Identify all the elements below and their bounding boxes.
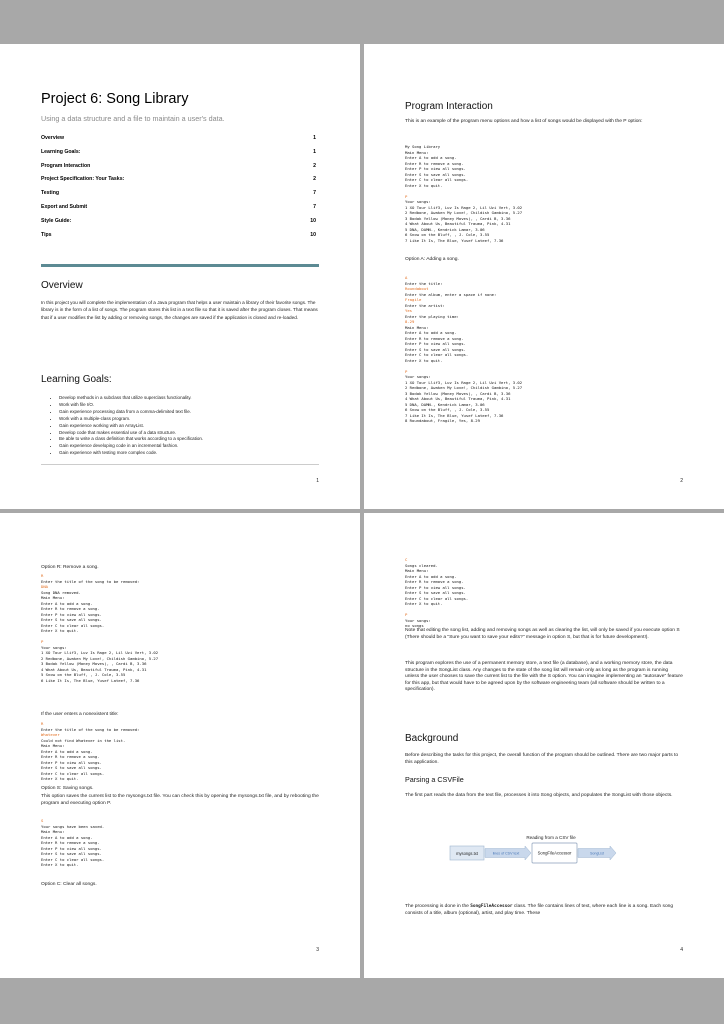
code-line: 5 Snow on the Bluff, , J. Cole, 3.55 <box>41 672 126 677</box>
toc-page-number: 7 <box>313 190 316 197</box>
code-user-input: P <box>405 368 408 374</box>
toc-label: Testing <box>41 190 60 197</box>
code-line: 2 Redbone, Awaken My Love!, Childish Gambino, 5.27 <box>405 210 523 215</box>
page-number: 1 <box>316 478 319 484</box>
code-line: Enter X to quit. <box>41 628 79 633</box>
toc-page-number: 10 <box>310 231 316 238</box>
code-user-input: P <box>405 193 408 199</box>
code-line: Enter R to remove a song. <box>41 754 100 759</box>
file-node-label: mysongs.txt <box>456 851 478 856</box>
code-line: 6 Snow on the Bluff, , J. Cole, 3.55 <box>405 232 490 237</box>
toc-row[interactable] <box>41 176 319 190</box>
toc-label: Program Interaction <box>41 162 91 169</box>
note-paragraph: Note that editing the song list, adding and removing songs as well as clearing the list, will only be saved if you execute option S (There should be a "Sure you want to save your edits?" message in option S, but that is for future development!). <box>405 628 680 640</box>
code-user-input: P <box>405 612 408 617</box>
learning-goal-item: • Work with a multiple-class program. <box>59 416 319 423</box>
code-line: Enter S to save all songs. <box>405 171 466 177</box>
learning-goal-item: • Gain experience working with an ArrayList. <box>59 423 319 430</box>
code-line: Enter X to quit. <box>41 862 79 867</box>
code-line: Enter the title: <box>405 280 443 286</box>
toc-row[interactable] <box>41 190 319 204</box>
code-user-input: R <box>41 573 44 578</box>
code-line: Enter R to remove a song. <box>405 335 464 341</box>
code-line: 7 Like It Is, The Blue, Yusef Lateef, 7.36 <box>405 237 504 243</box>
code-line: Your songs have been saved. <box>41 823 105 829</box>
code-user-input: Whatever <box>41 732 60 737</box>
code-line: Enter P to view all songs. <box>405 166 466 171</box>
code-line: Your songs: <box>405 374 431 379</box>
toc-page-number: 7 <box>313 203 316 210</box>
code-user-input: Yes <box>405 308 413 313</box>
overview-paragraph: In this project you will complete the implementation of a Java program that helps a user maintain a library of their favorite songs. The library is in the form of a list of songs. The program stores this list in a text file so that it is saved after the program closes. That means that if a user modifies the list by adding or removing songs, the changes are saved if the application is closed and re-loaded. <box>41 300 318 320</box>
toc-page-number: 2 <box>313 176 316 183</box>
learning-goals-list <box>41 395 319 457</box>
toc-row[interactable] <box>41 218 319 232</box>
code-line: Enter X to quit. <box>405 601 443 606</box>
toc-label: Style Guide: <box>41 217 72 224</box>
code-user-input: R <box>41 721 44 726</box>
csv-flow-diagram <box>405 833 683 869</box>
code-line: 1 XO Tour Llif3, Luv Is Rage 2, Lil Uzi Vert, 3.02 <box>41 650 159 655</box>
toc-page-number: 10 <box>310 217 316 224</box>
page-number: 4 <box>680 947 683 953</box>
code-line: Enter C to clear all songs. <box>41 856 105 862</box>
table-of-contents <box>41 135 319 245</box>
processing-suffix: class. The file contains lines of text, where each line is a song. Each song consists of a title, album (optional), artist, and play time. These <box>405 904 674 916</box>
section-divider <box>41 264 319 267</box>
code-line: 3 Bodak Yellow (Money Moves), , Cardi B, 3.36 <box>41 661 147 666</box>
code-line: My Song Library <box>405 144 441 149</box>
toc-label: Project Specification: Your Tasks: <box>41 176 125 183</box>
program-interaction-intro: This is an example of the program menu options and how a list of songs would be displayed with the P option: <box>405 119 643 124</box>
background-paragraph: Before describing the tasks for this project, the overall function of the program should be outlined. There are two major parts to this application. <box>405 753 679 765</box>
document-page-3 <box>0 513 360 978</box>
option-s-description: This option saves the current list to the mysongs.txt file. You can check this by opening the mysongs.txt file, and by rebooting the program and executing option P. <box>41 794 319 806</box>
code-line: Enter R to remove a song. <box>41 840 100 845</box>
code-line: 4 What About Us, Beautiful Trauma, Pink, 4.31 <box>41 666 147 672</box>
code-line: Enter S to save all songs. <box>41 851 102 856</box>
code-user-input: P <box>41 639 44 644</box>
code-line: Enter C to clear all songs. <box>41 770 105 776</box>
learning-goal-item: • Be able to write a class definition that works according to a specification. <box>59 436 319 443</box>
toc-page-number: 2 <box>313 162 316 169</box>
code-line: 5 DNA, DAMN., Kendrick Lamar, 3.06 <box>405 401 485 407</box>
code-line: Enter P to view all songs. <box>405 341 466 346</box>
code-user-input: S <box>41 818 44 823</box>
code-line: Enter C to clear all songs. <box>41 622 105 628</box>
parsing-heading: Parsing a CSVFile <box>405 775 464 784</box>
code-line: Main Menu: <box>41 829 65 834</box>
diagram-title: Reading from a CSV file <box>526 835 576 840</box>
code-line: Enter S to save all songs. <box>41 617 102 622</box>
processing-paragraph <box>405 904 683 917</box>
toc-label: Export and Submit <box>41 203 88 210</box>
overview-heading: Overview <box>41 280 83 291</box>
code-line: Main Menu: <box>405 568 429 573</box>
learning-goal-item: • Work with file I/O. <box>59 402 319 409</box>
code-line: Could not find Whatever in the list. <box>41 737 126 743</box>
learning-goal-item: • Gain experience developing code in an incremental fashion. <box>59 443 319 450</box>
document-page-2 <box>364 44 724 509</box>
code-line: Enter C to clear all songs. <box>405 177 469 182</box>
page-number: 3 <box>316 947 319 953</box>
code-line: 6 Like It Is, The Blue, Yusef Lateef, 7.36 <box>41 677 140 683</box>
processing-class-name: SongFileAccessor <box>470 904 513 909</box>
code-line: Enter X to quit. <box>405 182 443 188</box>
document-subtitle: Using a data structure and a file to maintain a user's data. <box>41 114 225 123</box>
toc-row[interactable] <box>41 135 319 149</box>
toc-row[interactable] <box>41 149 319 163</box>
code-line: Songs cleared. <box>405 562 438 568</box>
code-line: Main Menu: <box>41 743 65 748</box>
code-user-input: 8.29 <box>405 319 415 324</box>
code-line: Enter P to view all songs. <box>405 584 466 590</box>
option-a-label: Option A: Adding a song. <box>405 257 459 262</box>
learning-goals-heading: Learning Goals: <box>41 374 112 385</box>
code-line: Enter C to clear all songs. <box>405 352 469 357</box>
toc-row[interactable] <box>41 232 319 246</box>
code-line: Main Menu: <box>405 324 429 330</box>
code-line: Enter R to remove a song. <box>405 579 464 584</box>
background-heading: Background <box>405 733 459 744</box>
processing-prefix: The processing is done in the <box>405 904 471 909</box>
code-user-input: Roundabout <box>405 286 429 291</box>
code-line: Enter the playing time: <box>405 313 459 319</box>
arrow-songlist-label: SongList <box>590 851 604 856</box>
nonexistent-title-label: If the user enters a nonexistent title: <box>41 712 119 717</box>
code-line: Enter the artist: <box>405 302 445 308</box>
code-line: Enter A to add a song. <box>41 748 93 754</box>
code-user-input: Fragile <box>405 297 422 302</box>
code-line: Song DNA removed. <box>41 589 81 595</box>
code-line: Enter S to save all songs. <box>405 346 466 352</box>
code-line: 3 Bodak Yellow (Money Moves), , Cardi B, 3.36 <box>405 390 511 396</box>
code-line: Enter the title of the song to be removed: <box>41 578 140 584</box>
program-interaction-heading: Program Interaction <box>405 101 493 112</box>
code-line: Your songs: <box>405 617 431 623</box>
document-page-1 <box>0 44 360 509</box>
learning-goal-item: • Gain experience with testing more complex code. <box>59 450 319 457</box>
code-line: 5 DNA, DAMN., Kendrick Lamar, 3.06 <box>405 226 485 232</box>
code-line: Enter the album, enter a space if none: <box>405 291 497 297</box>
code-line: Enter C to clear all songs. <box>405 595 469 601</box>
code-line: Main Menu: <box>405 149 429 155</box>
toc-label: Overview <box>41 135 65 141</box>
page-rule <box>41 464 319 465</box>
code-line: Enter S to save all songs. <box>41 765 102 770</box>
code-line: Enter X to quit. <box>405 357 443 363</box>
code-sample-remove-missing <box>41 721 319 782</box>
learning-goal-item: • Gain experience processing data from a comma-delimited text file. <box>59 409 319 416</box>
code-line: Your songs: <box>405 199 431 204</box>
option-c-label: Option C: Clear all songs. <box>41 882 97 887</box>
document-title: Project 6: Song Library <box>41 91 189 107</box>
code-line: 4 What About Us, Beautiful Trauma, Pink, 4.31 <box>405 396 511 401</box>
toc-row[interactable] <box>41 204 319 218</box>
code-line: Enter A to add a song. <box>41 834 93 840</box>
code-user-input: C <box>405 557 408 562</box>
code-line: Enter the title of the song to be removed: <box>41 726 140 732</box>
code-line: 1 XO Tour Llif3, Luv Is Rage 2, Lil Uzi Vert, 3.02 <box>405 379 523 385</box>
arrow-lines-csv-label: lines of CSV text <box>492 851 520 856</box>
code-line: 3 Bodak Yellow (Money Moves), , Cardi B, 3.36 <box>405 215 511 221</box>
code-line: Enter R to remove a song. <box>405 160 464 166</box>
code-user-input: A <box>405 275 408 280</box>
learning-goal-item: • Develop code that makes essential use of a data structure. <box>59 430 319 437</box>
option-r-label: Option R: Remove a song. <box>41 565 99 570</box>
code-line: 4 What About Us, Beautiful Trauma, Pink, 4.31 <box>405 221 511 226</box>
code-line: Enter X to quit. <box>41 776 79 781</box>
code-line: no songs <box>405 623 424 628</box>
code-sample-add-song <box>405 275 683 424</box>
code-line: Enter A to add a song. <box>41 600 93 606</box>
explore-paragraph: This program explores the use of a permanent memory store, a text file (a database), and a working memory store, the data structure in the SongList class. Any changes to the state of the song list will remain only as long as the program is running unless the user chooses to save the current list to the file with the S option. You can imagine implementing an "autosave" feature for this app, but that would have to be agreed upon by the software engineering team (all software should be written to a specification). <box>405 661 683 692</box>
code-sample-clear <box>405 557 683 629</box>
page-number: 2 <box>680 478 683 484</box>
code-line: Your songs: <box>41 644 67 650</box>
code-line: Enter P to view all songs. <box>41 845 102 851</box>
code-line: Main Menu: <box>41 595 65 600</box>
learning-goal-item: • Develop methods in a subclass that utilize superclass functionality. <box>59 395 319 402</box>
code-sample-menu <box>405 144 683 243</box>
toc-row[interactable] <box>41 163 319 177</box>
toc-page-number: 1 <box>313 135 316 141</box>
code-line: Enter S to save all songs. <box>405 590 466 595</box>
code-line: Enter A to add a song. <box>405 155 457 160</box>
code-user-input: DNA <box>41 584 49 589</box>
code-line: 7 Like It Is, The Blue, Yusef Lateef, 7.36 <box>405 412 504 418</box>
parsing-paragraph: The first part reads the data from the text file, processes it into Song objects, and populates the SongList with those objects. <box>405 793 673 798</box>
document-page-4 <box>364 513 724 978</box>
code-line: Enter A to add a song. <box>405 330 457 335</box>
code-sample-save <box>41 818 319 868</box>
option-s-label: Option S: Saving songs. <box>41 786 94 791</box>
code-line: 1 XO Tour Llif3, Luv Is Rage 2, Lil Uzi Vert, 3.02 <box>405 204 523 210</box>
code-line: 2 Redbone, Awaken My Love!, Childish Gambino, 5.27 <box>405 385 523 390</box>
toc-label: Tips <box>41 231 52 238</box>
code-line: Enter P to view all songs. <box>41 611 102 617</box>
code-line: Enter P to view all songs. <box>41 759 102 765</box>
code-line: 2 Redbone, Awaken My Love!, Childish Gambino, 5.27 <box>41 655 159 661</box>
code-line: Enter R to remove a song. <box>41 606 100 611</box>
code-line: 6 Snow on the Bluff, , J. Cole, 3.55 <box>405 407 490 412</box>
code-line: Enter A to add a song. <box>405 573 457 579</box>
toc-label: Learning Goals: <box>41 148 81 155</box>
code-line: 8 Roundabout, Fragile, Yes, 8.29 <box>405 418 480 423</box>
accessor-node-label: SongFileAccessor <box>537 850 572 856</box>
toc-page-number: 1 <box>313 148 316 155</box>
code-sample-remove-song <box>41 573 319 683</box>
